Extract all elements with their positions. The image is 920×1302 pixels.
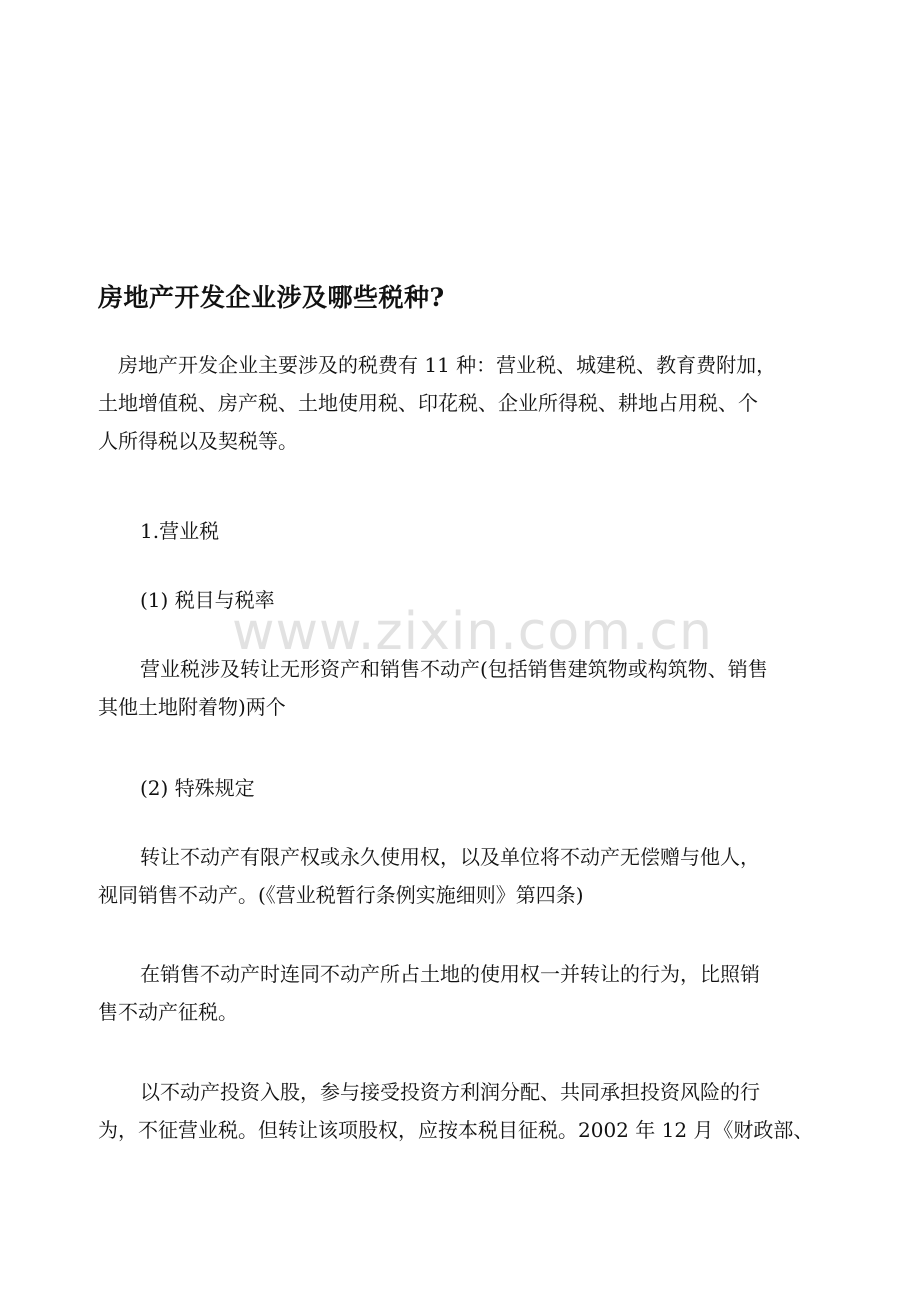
paragraph-line: 其他土地附着物)两个 (98, 695, 286, 719)
paragraph-line: 营业税涉及转让无形资产和销售不动产(包括销售建筑物或构筑物、销售 (140, 657, 768, 681)
document-title: 房地产开发企业涉及哪些税种? (98, 283, 445, 312)
paragraph-line: 售不动产征税。 (98, 1000, 238, 1024)
section-heading-business-tax (98, 512, 820, 550)
section-heading-text: 1.营业税 (140, 519, 220, 543)
intro-line: 人所得税以及契税等。 (98, 429, 298, 453)
watermark-text: www.zixin.com.cn (232, 602, 713, 662)
intro-line: 土地增值税、房产税、土地使用税、印花税、企业所得税、耕地占用税、个 (98, 391, 758, 415)
paragraph-line: 转让不动产有限产权或永久使用权，以及单位将不动产无偿赠与他人， (140, 845, 760, 869)
subheading-text: (2) 特殊规定 (140, 776, 255, 800)
paragraph-line: 视同销售不动产。(《营业税暂行条例实施细则》第四条) (98, 883, 584, 907)
paragraph-line: 为，不征营业税。但转让该项股权，应按本税目征税。2002 年 12 月《财政部、 (98, 1118, 814, 1142)
paragraph-deemed-sale (98, 838, 820, 914)
intro-line: 房地产开发企业主要涉及的税费有 11 种：营业税、城建税、教育费附加， (118, 353, 777, 377)
paragraph-land-use-right (98, 955, 820, 1031)
paragraph-investment (98, 1073, 820, 1149)
paragraph-tax-scope (98, 650, 820, 726)
subheading-tax-items (98, 581, 820, 619)
subheading-text: (1) 税目与税率 (140, 588, 275, 612)
paragraph-line: 以不动产投资入股，参与接受投资方利润分配、共同承担投资风险的行 (140, 1080, 760, 1104)
subheading-special-rules (98, 769, 820, 807)
paragraph-line: 在销售不动产时连同不动产所占土地的使用权一并转让的行为，比照销 (140, 962, 760, 986)
intro-paragraph (98, 346, 820, 460)
